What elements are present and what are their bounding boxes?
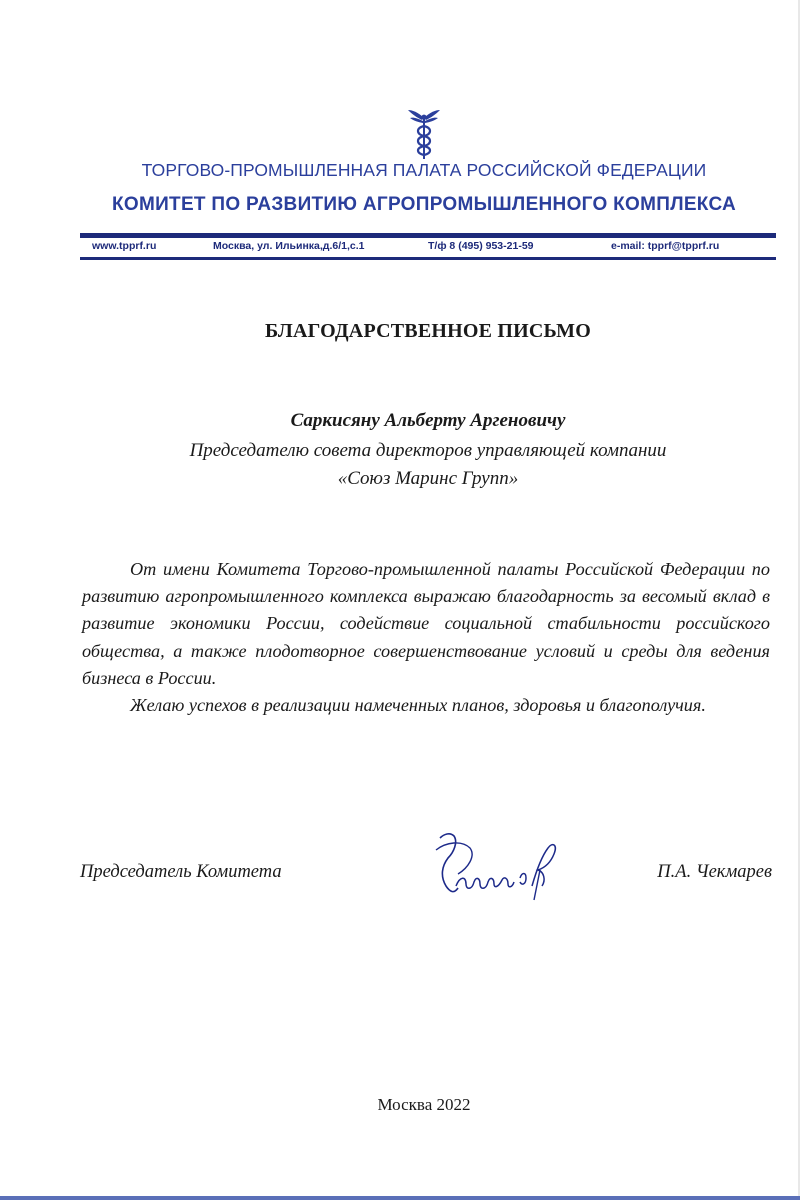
signatory-name: П.А. Чекмарев <box>657 862 772 882</box>
letter-paragraph: Желаю успехов в реализации намеченных планов, здоровья и благополучия. <box>130 695 706 716</box>
letterhead-rule-top <box>80 233 776 238</box>
letterhead-rule-bottom <box>80 257 776 260</box>
caduceus-logo-icon <box>408 108 440 160</box>
letter-body <box>82 556 770 719</box>
recipient-name: Саркисяну Альберту Аргеновичу <box>290 410 566 431</box>
document-title: БЛАГОДАРСТВЕННОЕ ПИСЬМО <box>264 320 591 342</box>
handwritten-signature-icon <box>432 828 568 904</box>
organization-name: ТОРГОВО-ПРОМЫШЛЕННАЯ ПАЛАТА РОССИЙСКОЙ ФЕДЕРАЦИИ <box>141 160 707 180</box>
contact-phone: Т/ф 8 (495) 953-21-59 <box>428 240 534 252</box>
contact-email: e-mail: tpprf@tpprf.ru <box>611 240 720 252</box>
page-bottom-border <box>0 1196 800 1200</box>
place-and-date: Москва 2022 <box>377 1095 471 1114</box>
contact-website: www.tpprf.ru <box>92 240 157 252</box>
recipient-company: «Союз Маринс Групп» <box>337 468 519 489</box>
letter-paragraph: От имени Комитета Торгово-промышленной палаты Российской Федерации по развитию агропромышленного комплекса выражаю благодарность за весомый вклад в развитие экономики России, содействие социальной стабильности российского общества, а также плодотворное совершенствование условий и среды для ведения бизнеса в России. <box>82 559 770 688</box>
committee-name: КОМИТЕТ ПО РАЗВИТИЮ АГРОПРОМЫШЛЕННОГО КОМПЛЕКСА <box>111 194 737 215</box>
contact-address: Москва, ул. Ильинка,д.6/1,с.1 <box>213 240 365 252</box>
recipient-position: Председателю совета директоров управляющей компании <box>189 440 667 461</box>
signatory-title: Председатель Комитета <box>80 862 282 882</box>
